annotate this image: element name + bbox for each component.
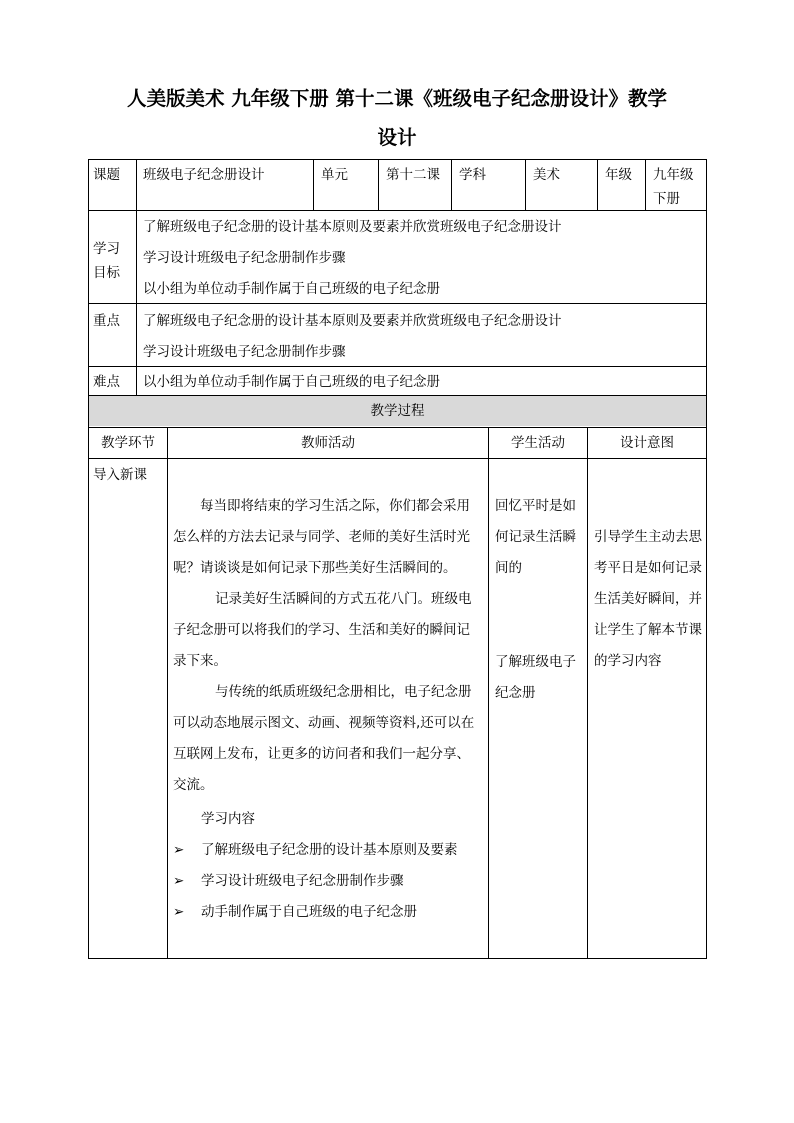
content-item: 了解班级电子纪念册的设计基本原则及要素 — [201, 842, 458, 858]
document-title-continued: 设计 — [377, 126, 417, 149]
unit-label: 单元 — [321, 167, 348, 183]
subject-value: 美术 — [533, 167, 560, 183]
student-activity-recall: 回忆平时是如何记录生活瞬间的 — [495, 498, 576, 576]
grade-value-line2: 下册 — [653, 191, 680, 207]
content-item: 学习设计班级电子纪念册制作步骤 — [201, 873, 404, 889]
goals-label-line1: 学习 — [93, 241, 120, 257]
grade-value-line1: 九年级 — [653, 167, 694, 183]
difficulty-label: 难点 — [93, 374, 120, 390]
bullet-icon: ➢ — [173, 873, 185, 889]
bullet-icon: ➢ — [173, 904, 185, 920]
teacher-paragraph: 每当即将结束的学习生活之际，你们都会采用怎么样的方法去记录与同学、老师的美好生活时光呢？请谈谈是如何记录下那些美好生活瞬间的。 — [173, 498, 470, 576]
topic-value: 班级电子纪念册设计 — [143, 167, 265, 183]
key-point-item: 了解班级电子纪念册的设计基本原则及要素并欣赏班级电子纪念册设计 — [143, 313, 562, 329]
bullet-icon: ➢ — [173, 842, 185, 858]
column-header-teacher: 教师活动 — [301, 435, 355, 451]
column-header-stage: 教学环节 — [101, 435, 155, 451]
stage-label: 导入新课 — [93, 467, 147, 483]
grade-label: 年级 — [605, 167, 632, 183]
process-header: 教学过程 — [370, 403, 425, 419]
teacher-paragraph: 与传统的纸质班级纪念册相比，电子纪念册可以动态地展示图文、动画、视频等资料,还可以在互联网上发布，让更多的访问者和我们一起分享、交流。 — [173, 684, 475, 793]
content-item: 动手制作属于自己班级的电子纪念册 — [201, 904, 417, 920]
topic-label: 课题 — [93, 167, 120, 183]
design-intent: 引导学生主动去思考平日是如何记录生活美好瞬间，并让学生了解本节课的学习内容 — [594, 529, 702, 669]
column-header-intent: 设计意图 — [620, 435, 674, 451]
content-heading: 学习内容 — [201, 811, 255, 827]
subject-label: 学科 — [459, 167, 486, 183]
goal-item: 学习设计班级电子纪念册制作步骤 — [143, 250, 346, 266]
student-activity-understand: 了解班级电子纪念册 — [495, 654, 576, 701]
goal-item: 了解班级电子纪念册的设计基本原则及要素并欣赏班级电子纪念册设计 — [143, 219, 562, 235]
difficulty-value: 以小组为单位动手制作属于自己班级的电子纪念册 — [143, 374, 440, 390]
goals-label-line2: 目标 — [93, 265, 120, 281]
document-title: 人美版美术 九年级下册 第十二课《班级电子纪念册设计》教学 — [126, 87, 668, 110]
key-points-label: 重点 — [93, 313, 120, 329]
key-point-item: 学习设计班级电子纪念册制作步骤 — [143, 344, 346, 360]
column-header-student: 学生活动 — [511, 435, 565, 451]
unit-value: 第十二课 — [386, 167, 440, 183]
goal-item: 以小组为单位动手制作属于自己班级的电子纪念册 — [143, 281, 440, 297]
teacher-paragraph: 记录美好生活瞬间的方式五花八门。班级电子纪念册可以将我们的学习、生活和美好的瞬间记录下来。 — [173, 591, 472, 669]
